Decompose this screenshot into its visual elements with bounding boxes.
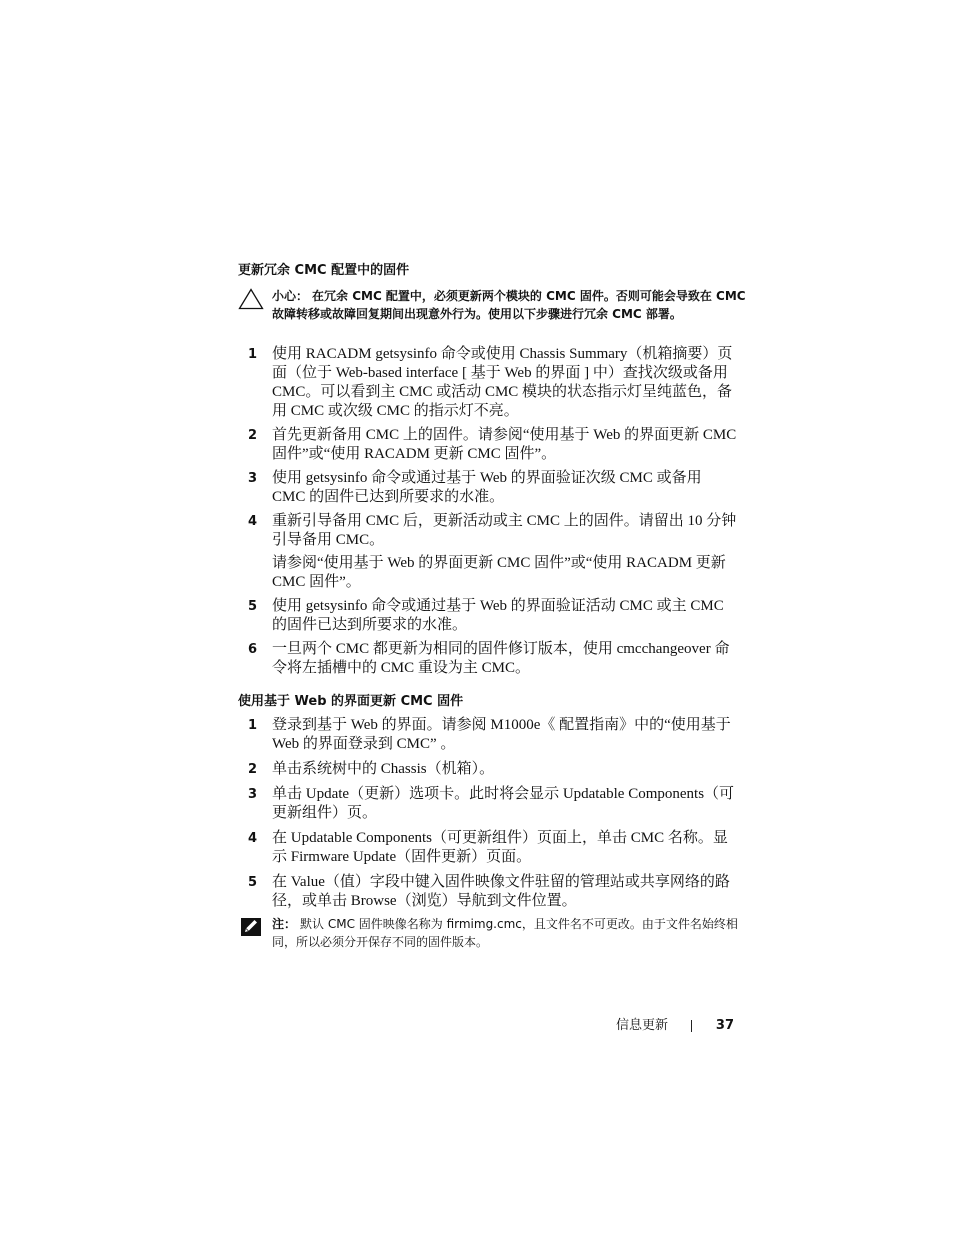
step-text: 一旦两个 CMC 都更新为相同的固件修订版本，使用 cmcchangeover 命令将左插槽中的 CMC 重设为主 CMC。: [272, 641, 730, 676]
footer-divider: [691, 1020, 692, 1032]
step-text: 单击 Update（更新）选项卡。此时将会显示 Updatable Components（可更新组件）页。: [272, 786, 735, 821]
note-text: [272, 915, 748, 951]
caution-label: 小心：: [272, 289, 309, 303]
redundant-update-steps: [248, 345, 738, 678]
step-number: 4: [248, 831, 258, 846]
caution-triangle-icon: [238, 288, 264, 315]
step-text: 重新引导备用 CMC 后，更新活动或主 CMC 上的固件。请留出 10 分钟引导备用 CMC。: [272, 513, 737, 548]
caution-text: [272, 287, 748, 323]
list-item: [248, 716, 738, 754]
step-extra-text: 请参阅“使用基于 Web 的界面更新 CMC 固件”或“使用 RACADM 更新 CMC 固件”。: [272, 555, 726, 590]
section-heading-redundant-update: 更新冗余 CMC 配置中的固件: [238, 263, 410, 278]
step-number: 3: [248, 471, 258, 486]
step-number: 6: [248, 642, 258, 657]
step-number: 3: [248, 787, 258, 802]
note-pencil-icon: [240, 917, 262, 942]
step-text: 使用 getsysinfo 命令或通过基于 Web 的界面验证活动 CMC 或主 CMC 的固件已达到所要求的水准。: [272, 598, 724, 633]
caution-body: 在冗余 CMC 配置中，必须更新两个模块的 CMC 固件。否则可能会导致在 CMC 故障转移或故障回复期间出现意外行为。使用以下步骤进行冗余 CMC 部署。: [272, 289, 746, 321]
list-item: [248, 426, 738, 464]
caution-box: [238, 287, 748, 323]
section-heading-web-update: 使用基于 Web 的界面更新 CMC 固件: [238, 694, 464, 709]
note-box: [238, 915, 748, 951]
step-number: 1: [248, 347, 258, 362]
step-number: 2: [248, 428, 258, 443]
list-item: [248, 829, 738, 867]
list-item: [248, 597, 738, 635]
step-text: 登录到基于 Web 的界面。请参阅 M1000e《 配置指南》中的“使用基于 Web 的界面登录到 CMC” 。: [272, 717, 731, 752]
step-text: 在 Updatable Components（可更新组件）页面上，单击 CMC 名称。显示 Firmware Update（固件更新）页面。: [272, 830, 728, 865]
step-number: 2: [248, 762, 258, 777]
page-number: 37: [715, 1018, 734, 1033]
step-number: 1: [248, 718, 258, 733]
list-item: [248, 873, 738, 911]
step-number: 5: [248, 599, 258, 614]
note-body: 默认 CMC 固件映像名称为 firmimg.cmc，且文件名不可更改。由于文件名始终相同，所以必须分开保存不同的固件版本。: [272, 917, 738, 949]
list-item: [248, 469, 738, 507]
step-text: 使用 RACADM getsysinfo 命令或使用 Chassis Summary（机箱摘要）页面（位于 Web-based interface [ 基于 Web 的界面 ] 中）查找次级或备用 CMC。可以看到主 CMC 或活动 CMC 模块的状态指示灯呈纯蓝色，备用 CMC 或次级 CMC 的指示灯不亮。: [272, 346, 733, 419]
step-text: 单击系统树中的 Chassis（机箱）。: [272, 761, 495, 777]
list-item: [248, 512, 738, 592]
footer-section-title: 信息更新: [615, 1018, 668, 1033]
web-update-steps: [248, 716, 738, 911]
note-label: 注：: [272, 917, 297, 931]
list-item: [248, 640, 738, 678]
step-number: 5: [248, 875, 258, 890]
step-text: 在 Value（值）字段中键入固件映像文件驻留的管理站或共享网络的路径，或单击 Browse（浏览）导航到文件位置。: [272, 874, 730, 909]
step-text: 使用 getsysinfo 命令或通过基于 Web 的界面验证次级 CMC 或备用 CMC 的固件已达到所要求的水准。: [272, 470, 702, 505]
list-item: [248, 345, 738, 421]
step-text: 首先更新备用 CMC 上的固件。请参阅“使用基于 Web 的界面更新 CMC 固件”或“使用 RACADM 更新 CMC 固件”。: [272, 427, 737, 462]
list-item: [248, 785, 738, 823]
step-number: 4: [248, 514, 258, 529]
list-item: [248, 760, 738, 779]
